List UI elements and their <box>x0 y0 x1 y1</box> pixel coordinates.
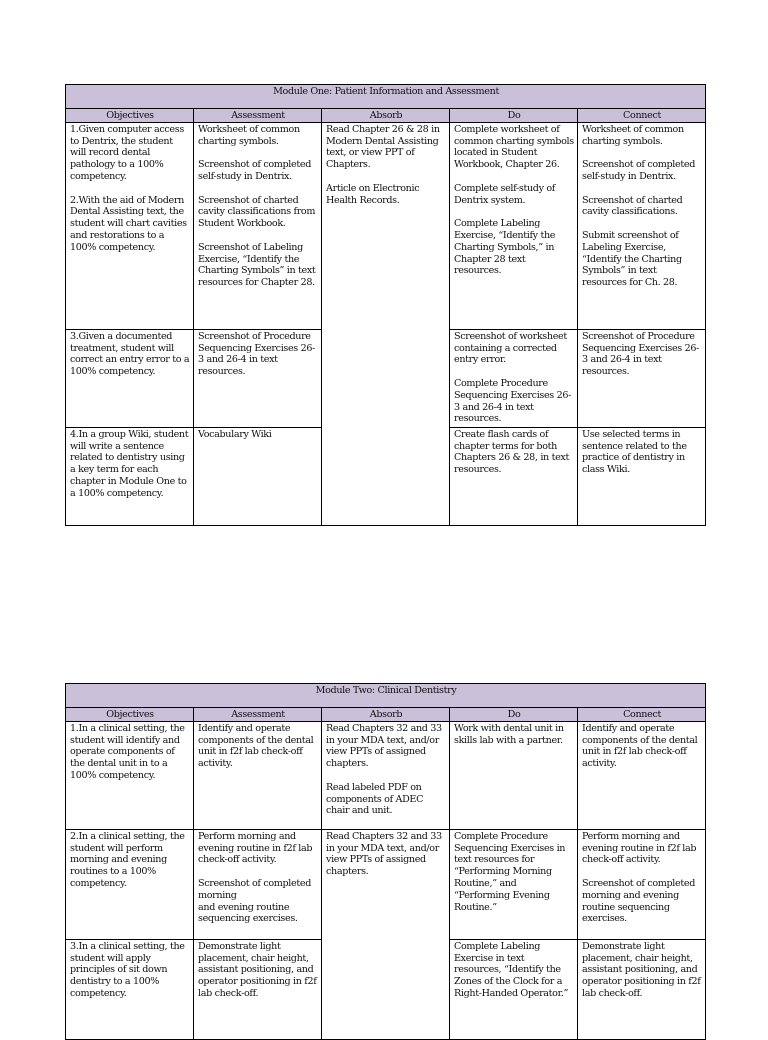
connect-cell: Identify and operate components of the dental unit in f2f lab check-off activity. <box>578 721 706 829</box>
absorb-cell: Read Chapters 32 and 33 in your MDA text, and/or view PPTs of assigned chapters. Read labeled PDF on components of ADEC chair and unit. <box>322 721 450 829</box>
objective-cell: 4.In a group Wiki, student will write a sentence related to dentistry using a key term for each chapter in Module One to a 100% competency. <box>66 427 194 525</box>
module-one-table <box>65 84 706 526</box>
objective-cell: 1.Given computer access to Dentrix, the student will record dental pathology to a 100% competency. 2.With the aid of Modern Dental Assisting text, the student will chart cavities and restorations to a 100% competency. <box>66 122 194 329</box>
absorb-cell: Read Chapter 26 & 28 in Modern Dental Assisting text, or view PPT of Chapters. Article on Electronic Health Records. <box>322 122 450 525</box>
module-title: Module One: Patient Information and Assessment <box>66 85 706 109</box>
absorb-cell: Read Chapters 32 and 33 in your MDA text, and/or view PPTs of assigned chapters. <box>322 829 450 1039</box>
column-header-connect: Connect <box>578 109 706 123</box>
column-header-absorb: Absorb <box>322 109 450 123</box>
column-header-assessment: Assessment <box>194 708 322 722</box>
column-header-objectives: Objectives <box>66 109 194 123</box>
connect-cell: Use selected terms in sentence related to the practice of dentistry in class Wiki. <box>578 427 706 525</box>
connect-cell: Perform morning and evening routine in f2f lab check-off activity. Screenshot of completed morning and evening routine sequencing exercises. <box>578 829 706 939</box>
do-cell: Complete Labeling Exercise in text resources, “Identify the Zones of the Clock for a Right-Handed Operator.” <box>450 939 578 1039</box>
do-cell: Work with dental unit in skills lab with a partner. <box>450 721 578 829</box>
table-row <box>66 829 706 939</box>
objective-cell: 3.In a clinical setting, the student will apply principles of sit down dentistry to a 100% competency. <box>66 939 194 1039</box>
objective-cell: 3.Given a documented treatment, student will correct an entry error to a 100% competency. <box>66 329 194 427</box>
assessment-cell: Vocabulary Wiki <box>194 427 322 525</box>
do-cell: Create flash cards of chapter terms for both Chapters 26 & 28, in text resources. <box>450 427 578 525</box>
assessment-cell: Worksheet of common charting symbols. Screenshot of completed self-study in Dentrix. Screenshot of charted cavity classifications from Student Workbook. Screenshot of Labeling Exercise, “Identify the Charting Symbols” in text resources for Chapter 28. <box>194 122 322 329</box>
do-cell: Screenshot of worksheet containing a corrected entry error. Complete Procedure Sequencing Exercises 26-3 and 26-4 in text resources. <box>450 329 578 427</box>
connect-cell: Worksheet of common charting symbols. Screenshot of completed self-study in Dentrix. Screenshot of charted cavity classifications. Submit screenshot of Labeling Exercise, “Identify the Charting Symbols” in text resources for Ch. 28. <box>578 122 706 329</box>
table-row <box>66 122 706 329</box>
column-header-connect: Connect <box>578 708 706 722</box>
column-header-do: Do <box>450 109 578 123</box>
objective-cell: 1.In a clinical setting, the student will identify and operate components of the dental unit in to a 100% competency. <box>66 721 194 829</box>
module-two-table <box>65 683 706 1040</box>
column-header-assessment: Assessment <box>194 109 322 123</box>
do-cell: Complete Procedure Sequencing Exercises in text resources for “Performing Morning Routine,” and “Performing Evening Routine.” <box>450 829 578 939</box>
column-header-objectives: Objectives <box>66 708 194 722</box>
column-header-do: Do <box>450 708 578 722</box>
column-header-absorb: Absorb <box>322 708 450 722</box>
connect-cell: Demonstrate light placement, chair height, assistant positioning, and operator positioning in f2f lab check-off. <box>578 939 706 1039</box>
assessment-cell: Perform morning and evening routine in f2f lab check-off activity. Screenshot of completed morning and evening routine sequencing exercises. <box>194 829 322 939</box>
objective-cell: 2.In a clinical setting, the student will perform morning and evening routines to a 100% competency. <box>66 829 194 939</box>
assessment-cell: Demonstrate light placement, chair height, assistant positioning, and operator positioning in f2f lab check-off. <box>194 939 322 1039</box>
connect-cell: Screenshot of Procedure Sequencing Exercises 26-3 and 26-4 in text resources. <box>578 329 706 427</box>
table-row <box>66 721 706 829</box>
assessment-cell: Screenshot of Procedure Sequencing Exercises 26-3 and 26-4 in text resources. <box>194 329 322 427</box>
assessment-cell: Identify and operate components of the dental unit in f2f lab check-off activity. <box>194 721 322 829</box>
module-title: Module Two: Clinical Dentistry <box>66 684 706 708</box>
do-cell: Complete worksheet of common charting symbols located in Student Workbook, Chapter 26. Complete self-study of Dentrix system. Complete Labeling Exercise, “Identify the Charting Symbols,” in Chapter 28 text resources. <box>450 122 578 329</box>
